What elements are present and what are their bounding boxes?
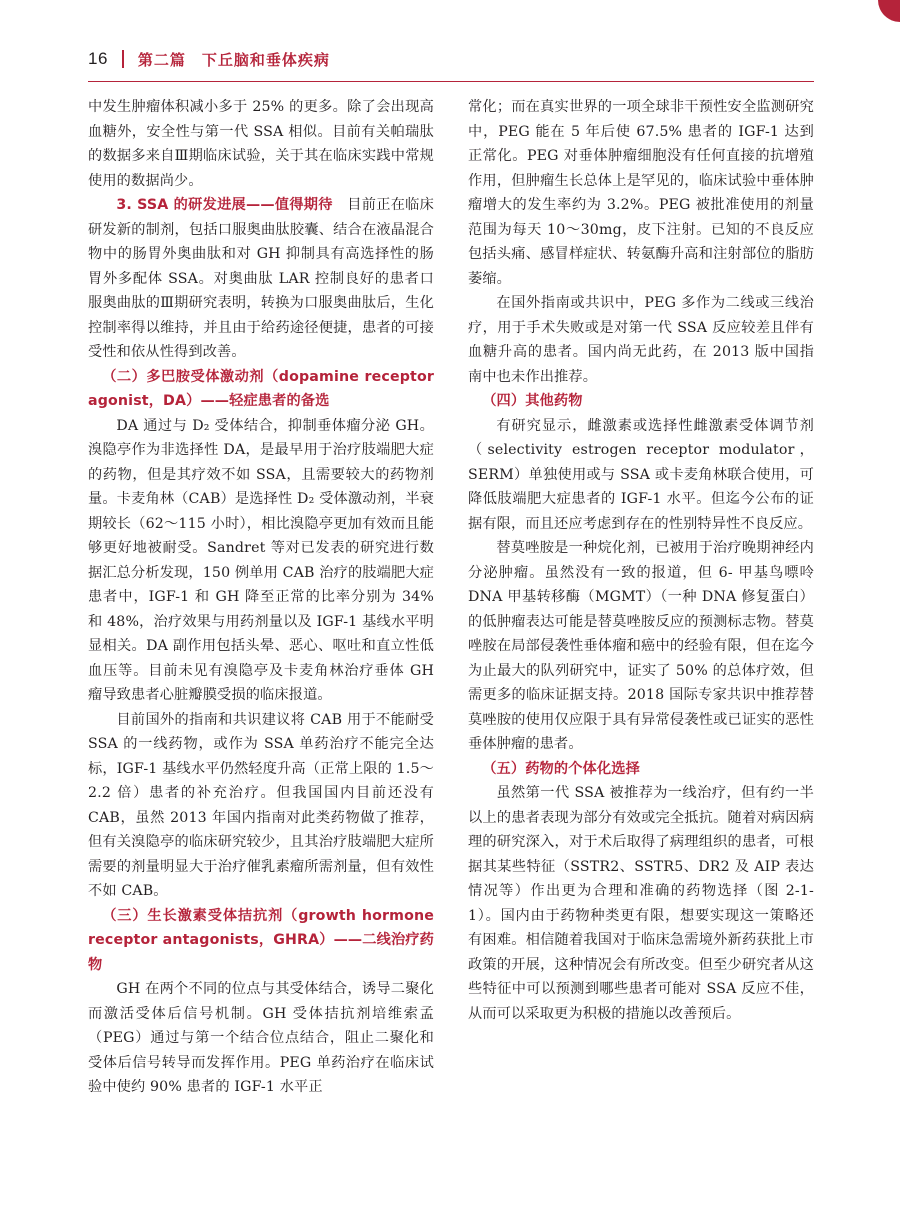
section-heading-individualized: （五）药物的个体化选择	[482, 760, 640, 777]
header-rule	[88, 81, 814, 82]
right-column	[468, 95, 814, 1195]
page-number: 16	[88, 49, 108, 68]
paragraph: 在国外指南或共识中，PEG 多作为二线或三线治疗，用于手术失败或是对第一代 SSA 反应较差且伴有血糖升高的患者。国内尚无此药，在 2013 版中国指南中也未作出推荐。	[468, 295, 814, 385]
paragraph-ssa-development	[88, 193, 434, 365]
page-corner-tab	[878, 0, 900, 22]
section-heading-da: （二）多巴胺受体激动剂（dopamine receptor agonist，DA）——轻症患者的备选	[88, 368, 434, 409]
left-column	[88, 95, 434, 1195]
section-heading-ghra: （三）生长激素受体拮抗剂（growth hormone receptor antagonists，GHRA）——二线治疗药物	[88, 907, 434, 973]
paragraph: 有研究显示，雌激素或选择性雌激素受体调节剂（selectivity estrogen receptor modulator，SERM）单独使用或与 SSA 或卡麦角林联合使用，可降低肢端肥大症患者的 IGF-1 水平。但迄今公布的证据有限，而且还应考虑到存在的性别特异性不良反应。	[468, 417, 814, 532]
section-title: 第二篇 下丘脑和垂体疾病	[137, 50, 330, 69]
paragraph: 替莫唑胺是一种烷化剂，已被用于治疗晚期神经内分泌肿瘤。虽然没有一致的报道，但 6- 甲基鸟嘌呤 DNA 甲基转移酶（MGMT）（一种 DNA 修复蛋白）的低肿瘤表达可能是替莫唑胺反应的预测标志物。替莫唑胺在局部侵袭性垂体瘤和癌中的经验有限，但在迄今为止最大的队列研究中，证实了 50% 的总体疗效，但需更多的临床证据支持。2018 国际专家共识中推荐替莫唑胺的使用仅应限于具有异常侵袭性或已证实的恶性垂体肿瘤的患者。	[468, 540, 814, 752]
paragraph: DA 通过与 D₂ 受体结合，抑制垂体瘤分泌 GH。溴隐亭作为非选择性 DA，是最早用于治疗肢端肥大症的药物，但是其疗效不如 SSA，且需要较大的药物剂量。卡麦角林（CAB）是选择性 D₂ 受体激动剂，半衰期较长（62～115 小时），相比溴隐亭更加有效而且能够更好地被耐受。Sandret 等对已发表的研究进行数据汇总分析发现，150 例单用 CAB 治疗的肢端肥大症患者中，IGF-1 和 GH 降至正常的比率分别为 34% 和 48%，治疗效果与用药剂量以及 IGF-1 基线水平明显相关。DA 副作用包括头晕、恶心、呕吐和直立性低血压等。目前未见有溴隐亭及卡麦角林治疗垂体 GH 瘤导致患者心脏瓣膜受损的临床报道。	[88, 417, 434, 703]
paragraph: 常化；而在真实世界的一项全球非干预性安全监测研究中，PEG 能在 5 年后使 67.5% 患者的 IGF-1 达到正常化。PEG 对垂体肿瘤细胞没有任何直接的抗增殖作用，但肿瘤生长总体上是罕见的，临床试验中垂体肿瘤增大的发生率约为 3.2%。PEG 被批准使用的剂量范围为每天 10～30mg，皮下注射。已知的不良反应包括头痛、感冒样症状、转氨酶升高和注射部位的脂肪萎缩。	[468, 99, 814, 287]
paragraph: 中发生肿瘤体积减小多于 25% 的更多。除了会出现高血糖外，安全性与第一代 SSA 相似。目前有关帕瑞肽的数据多来自Ⅲ期临床试验，关于其在临床实践中常规使用的数据尚少。	[88, 99, 434, 189]
inline-heading: 3. SSA 的研发进展——值得期待	[116, 197, 333, 213]
body-columns	[88, 95, 814, 1195]
section-heading-other-drugs: （四）其他药物	[482, 393, 583, 409]
paragraph: GH 在两个不同的位点与其受体结合，诱导二聚化而激活受体后信号机制。GH 受体拮抗剂培维索孟（PEG）通过与第一个结合位点结合，阻止二聚化和受体后信号转导而发挥作用。PEG 单药治疗在临床试验中使约 90% 患者的 IGF-1 水平正	[88, 981, 434, 1095]
paragraph: 虽然第一代 SSA 被推荐为一线治疗，但有约一半以上的患者表现为部分有效或完全抵抗。随着对病因病理的研究深入，对于术后取得了病理组织的患者，可根据其某些特征（SSTR2、SSTR5、DR2 及 AIP 表达情况等）作出更为合理和准确的药物选择（图 2-1-1）。国内由于药物种类更有限，想要实现这一策略还有困难。相信随着我国对于临床急需境外新药获批上市政策的开展，这种情况会有所改变。但至少研究者从这些特征中可以预测到哪些患者可能对 SSA 反应不佳，从而可以采取更为积极的措施以改善预后。	[468, 785, 814, 1022]
running-header	[88, 44, 814, 74]
paragraph-text: 目前正在临床研发新的制剂，包括口服奥曲肽胶囊、结合在液晶混合物中的肠胃外奥曲肽和对 GH 抑制具有高选择性的肠胃外多配体 SSA。对奥曲肽 LAR 控制良好的患者口服奥曲肽的Ⅲ期研究表明，转换为口服奥曲肽后，生化控制率得以维持，并且由于给药途径便捷，患者的可接受性和依从性得到改善。	[88, 197, 434, 360]
header-separator	[122, 50, 124, 68]
paragraph: 目前国外的指南和共识建议将 CAB 用于不能耐受 SSA 的一线药物，或作为 SSA 单药治疗不能完全达标，IGF-1 基线水平仍然轻度升高（正常上限的 1.5～2.2 倍）患者的补充治疗。但我国国内目前还没有 CAB，虽然 2013 年国内指南对此类药物做了推荐，但有关溴隐亭的临床研究较少，且其治疗肢端肥大症所需要的剂量明显大于治疗催乳素瘤所需剂量，但有效性不如 CAB。	[88, 711, 434, 899]
